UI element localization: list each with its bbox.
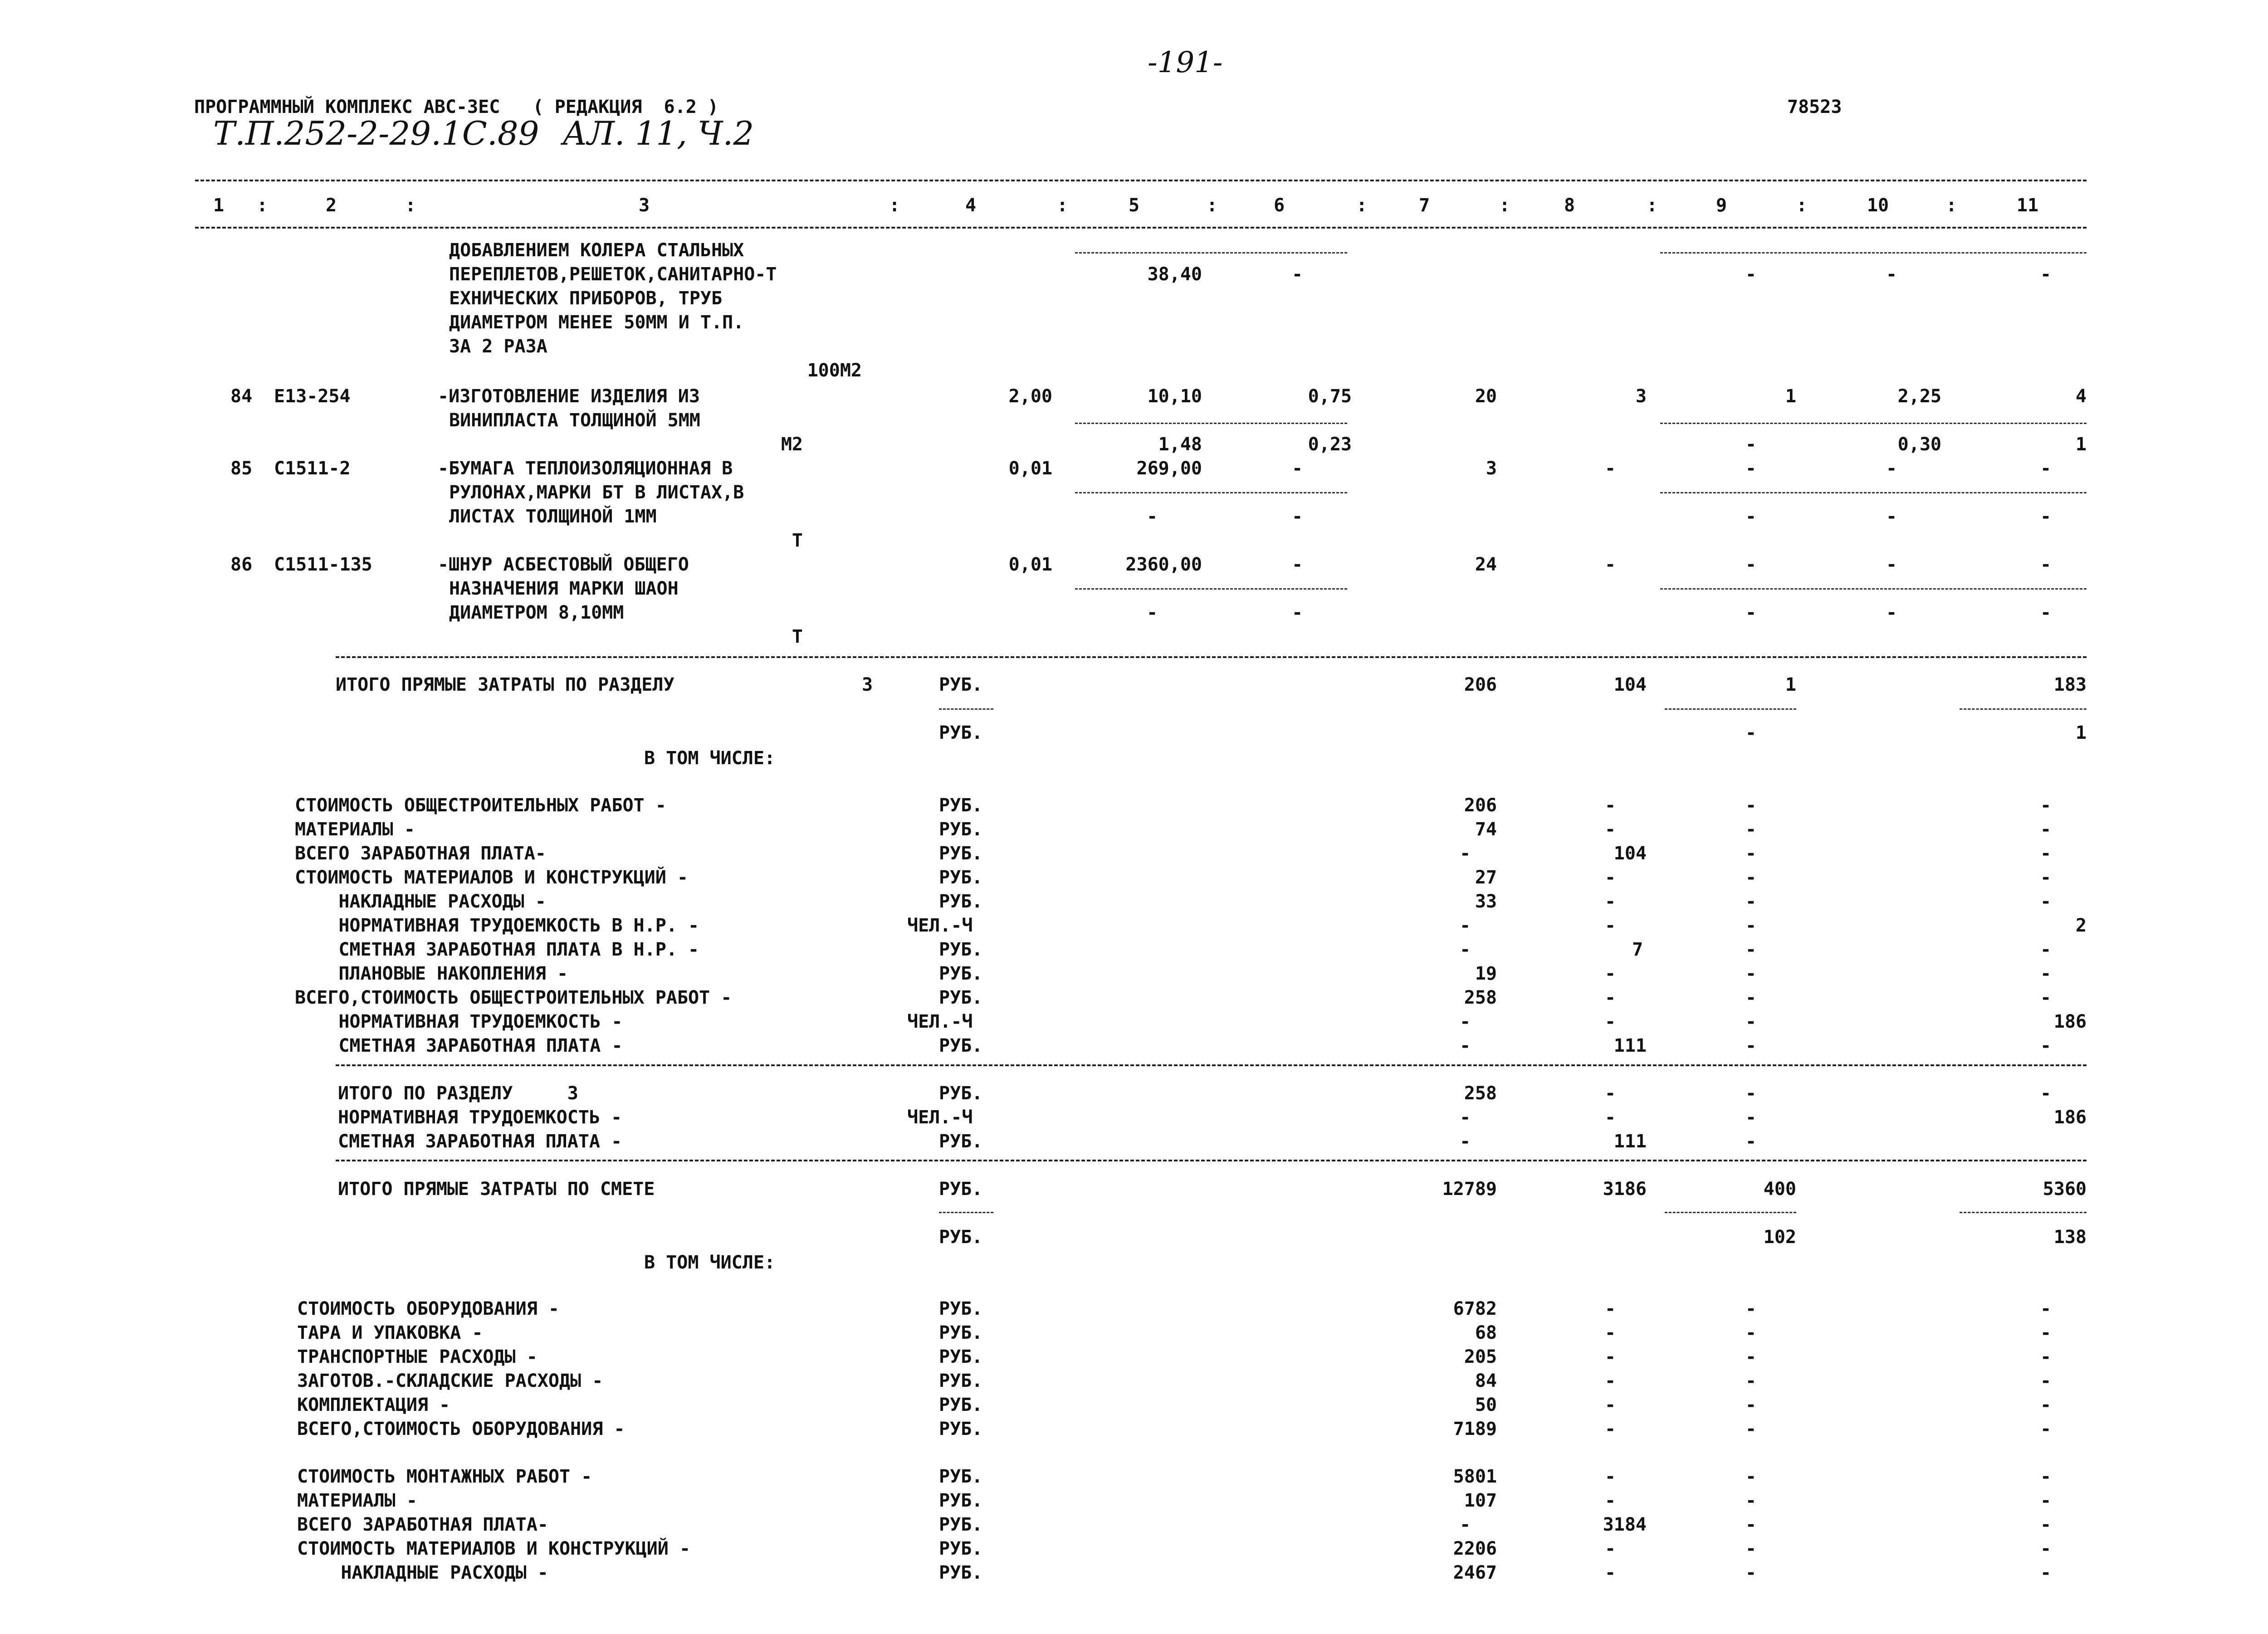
cell-col11: - — [2040, 867, 2052, 888]
cell-col7: 3 — [1486, 458, 1497, 479]
row-number: 84 — [230, 386, 253, 407]
cell-col8: - — [1604, 819, 1616, 840]
column-separator: : — [1057, 195, 1068, 216]
item-unit: РУБ. — [939, 795, 983, 816]
column-separator: : — [1946, 195, 1957, 216]
column-separator: : — [1796, 195, 1808, 216]
cell-col7: 2206 — [1453, 1538, 1497, 1559]
cell-col9: - — [1745, 1490, 1757, 1511]
cell-col9: 400 — [1763, 1179, 1796, 1200]
row-description: ЕХНИЧЕСКИХ ПРИБОРОВ, ТРУБ — [449, 288, 723, 309]
cell-col8: 3 — [1635, 386, 1647, 407]
cell-col8: 3184 — [1603, 1514, 1647, 1535]
item-unit: РУБ. — [939, 987, 983, 1008]
cell-col10: 2,25 — [1897, 386, 1941, 407]
row-unit: Т — [792, 530, 803, 551]
cell-col11: 186 — [2053, 1107, 2087, 1128]
cell-col8: - — [1604, 915, 1616, 936]
item-unit: РУБ. — [939, 1035, 983, 1056]
cell-col11: - — [2040, 1395, 2052, 1415]
item-unit: РУБ. — [939, 1490, 983, 1511]
cell-col7: 33 — [1475, 891, 1497, 912]
section-total-number: 3 — [862, 674, 873, 695]
page-number: -191- — [1148, 46, 1223, 79]
cell-col11: - — [2040, 1562, 2052, 1583]
item-label: МАТЕРИАЛЫ - — [297, 1490, 417, 1511]
cell-col7: - — [1459, 1514, 1471, 1535]
subtotal-rule — [1660, 423, 2087, 424]
column-separator: : — [1356, 195, 1368, 216]
summary-unit: РУБ. — [939, 1083, 983, 1104]
cell-col11: - — [2040, 819, 2052, 840]
column-separator: : — [1207, 195, 1218, 216]
cell-col8: - — [1604, 1466, 1616, 1487]
cell-col11: - — [2040, 939, 2052, 960]
row-description: ЗА 2 РАЗА — [449, 336, 547, 357]
cell-col9: - — [1745, 867, 1757, 888]
cell-col9: - — [1745, 1322, 1757, 1343]
cell-col9: - — [1745, 1083, 1757, 1104]
column-header: 2 — [325, 195, 337, 216]
cell-col8: - — [1604, 458, 1616, 479]
cell-col8: - — [1604, 1346, 1616, 1367]
cell-col11: - — [2040, 963, 2052, 984]
column-header: 7 — [1418, 195, 1430, 216]
summary-label: НОРМАТИВНАЯ ТРУДОЕМКОСТЬ - — [338, 1107, 622, 1128]
cell-col8: - — [1604, 1011, 1616, 1032]
cell-col11: - — [2040, 843, 2052, 864]
item-label: ВСЕГО,СТОИМОСТЬ ОБОРУДОВАНИЯ - — [297, 1419, 625, 1439]
cell-col7: 6782 — [1453, 1298, 1497, 1319]
item-label: СТОИМОСТЬ МОНТАЖНЫХ РАБОТ - — [297, 1466, 592, 1487]
cell-col11: - — [2040, 458, 2052, 479]
section-rule — [336, 656, 2087, 658]
cell-col11-sub: - — [2040, 506, 2052, 527]
cell-col7: 258 — [1464, 1083, 1497, 1104]
item-label: ТРАНСПОРТНЫЕ РАСХОДЫ - — [297, 1346, 538, 1367]
cell-col7: 27 — [1475, 867, 1497, 888]
cell-col7: 84 — [1475, 1371, 1497, 1391]
column-header: 8 — [1564, 195, 1575, 216]
item-unit: РУБ. — [939, 1466, 983, 1487]
row-unit: Т — [792, 626, 803, 647]
subtotal-rule — [1665, 1212, 1796, 1213]
cell-col8: - — [1604, 1395, 1616, 1415]
cell-col8: - — [1604, 963, 1616, 984]
cell-col7: - — [1459, 1035, 1471, 1056]
cell-col9: - — [1745, 987, 1757, 1008]
column-header: 6 — [1273, 195, 1285, 216]
cell-col8: 104 — [1613, 674, 1647, 695]
cell-col8: 3186 — [1603, 1179, 1647, 1200]
cell-col11: 4 — [2075, 386, 2087, 407]
item-unit: РУБ. — [939, 1395, 983, 1415]
cell-col4: 0,01 — [1008, 554, 1052, 575]
subtotal-rule — [939, 1212, 993, 1213]
column-separator: : — [257, 195, 268, 216]
subtotal-rule — [1660, 252, 2087, 254]
cell-col11: 2 — [2075, 915, 2087, 936]
row-number: 86 — [230, 554, 253, 575]
cell-col9: - — [1745, 891, 1757, 912]
cell-col6: - — [1291, 264, 1303, 285]
cell-col11: - — [2040, 1466, 2052, 1487]
item-unit: РУБ. — [939, 1346, 983, 1367]
item-label: НАКЛАДНЫЕ РАСХОДЫ - — [295, 891, 546, 912]
cell-col7: 68 — [1475, 1322, 1497, 1343]
row-description: РУЛОНАХ,МАРКИ БТ В ЛИСТАХ,В — [449, 482, 744, 503]
cell-col8: 111 — [1613, 1131, 1647, 1152]
cell-col9: - — [1745, 264, 1757, 285]
cell-col9-sub: 102 — [1763, 1227, 1796, 1248]
cell-col11: - — [2040, 1419, 2052, 1439]
summary-unit: ЧЕЛ.-Ч — [907, 1107, 973, 1128]
item-unit: РУБ. — [939, 1562, 983, 1583]
cell-col8: - — [1604, 554, 1616, 575]
column-header: 3 — [638, 195, 650, 216]
cell-col6: 0,75 — [1308, 386, 1352, 407]
section-rule — [336, 1160, 2087, 1161]
subtotal-rule — [1075, 492, 1347, 493]
estimate-total-unit-2: РУБ. — [939, 1227, 983, 1248]
cell-col6-sub: 0,23 — [1308, 434, 1352, 455]
row-number: 85 — [230, 458, 253, 479]
cell-col5-sub: 1,48 — [1158, 434, 1202, 455]
cell-col8: - — [1604, 1538, 1616, 1559]
item-unit: РУБ. — [939, 963, 983, 984]
cell-col11: 186 — [2053, 1011, 2087, 1032]
cell-col7: 20 — [1475, 386, 1497, 407]
column-header: 1 — [213, 195, 225, 216]
item-unit: РУБ. — [939, 939, 983, 960]
cell-col5: 10,10 — [1147, 386, 1202, 407]
cell-col11: - — [2040, 891, 2052, 912]
cell-col8: 7 — [1632, 939, 1643, 960]
doc-number: 78523 — [1787, 97, 1842, 117]
column-separator: : — [405, 195, 416, 216]
column-header: 10 — [1867, 195, 1889, 216]
item-unit: ЧЕЛ.-Ч — [907, 915, 973, 936]
item-unit: РУБ. — [939, 867, 983, 888]
cell-col11-sub: - — [2040, 602, 2052, 623]
item-label: ВСЕГО,СТОИМОСТЬ ОБЩЕСТРОИТЕЛЬНЫХ РАБОТ - — [295, 987, 732, 1008]
cell-col9: - — [1745, 1035, 1757, 1056]
item-label: ПЛАНОВЫЕ НАКОПЛЕНИЯ - — [295, 963, 568, 984]
including-label: В ТОМ ЧИСЛЕ: — [644, 748, 775, 769]
cell-col11: - — [2040, 1083, 2052, 1104]
cell-col9: - — [1745, 458, 1757, 479]
row-description: ПЕРЕПЛЕТОВ,РЕШЕТОК,САНИТАРНО-Т — [449, 264, 777, 285]
item-label: МАТЕРИАЛЫ - — [295, 819, 415, 840]
row-description: ДОБАВЛЕНИЕМ КОЛЕРА СТАЛЬНЫХ — [449, 240, 744, 261]
subtotal-rule — [1660, 492, 2087, 493]
column-header: 11 — [2016, 195, 2039, 216]
cell-col9: - — [1745, 1538, 1757, 1559]
item-label: ТАРА И УПАКОВКА - — [297, 1322, 483, 1343]
cell-col8: - — [1604, 1419, 1616, 1439]
item-unit: РУБ. — [939, 843, 983, 864]
subtotal-rule — [1075, 423, 1347, 424]
item-unit: РУБ. — [939, 891, 983, 912]
cell-col7: 7189 — [1453, 1419, 1497, 1439]
cell-col6-sub: - — [1291, 602, 1303, 623]
item-label: СТОИМОСТЬ ОБЩЕСТРОИТЕЛЬНЫХ РАБОТ - — [295, 795, 666, 816]
cell-col9: - — [1745, 1011, 1757, 1032]
cell-col9: - — [1745, 1371, 1757, 1391]
cell-col11-sub: 1 — [2075, 434, 2087, 455]
item-label: СМЕТНАЯ ЗАРАБОТНАЯ ПЛАТА - — [295, 1035, 623, 1056]
cell-col8: 111 — [1613, 1035, 1647, 1056]
cell-col6: - — [1291, 554, 1303, 575]
item-label: ВСЕГО ЗАРАБОТНАЯ ПЛАТА- — [297, 1514, 548, 1535]
cell-col9: - — [1745, 963, 1757, 984]
cell-col8: - — [1604, 1371, 1616, 1391]
cell-col8: - — [1604, 987, 1616, 1008]
estimate-total-unit: РУБ. — [939, 1179, 983, 1200]
cell-col7: - — [1459, 915, 1471, 936]
item-unit: РУБ. — [939, 1298, 983, 1319]
cell-col9: - — [1745, 819, 1757, 840]
row-description: -ИЗГОТОВЛЕНИЕ ИЗДЕЛИЯ ИЗ — [438, 386, 700, 407]
section-total-label: ИТОГО ПРЯМЫЕ ЗАТРАТЫ ПО РАЗДЕЛУ — [336, 674, 675, 695]
row-unit: 100М2 — [807, 360, 862, 381]
cell-col9: - — [1745, 1107, 1757, 1128]
item-label: НАКЛАДНЫЕ РАСХОДЫ - — [297, 1562, 548, 1583]
item-label: СТОИМОСТЬ МАТЕРИАЛОВ И КОНСТРУКЦИЙ - — [295, 867, 688, 888]
item-label: ВСЕГО ЗАРАБОТНАЯ ПЛАТА- — [295, 843, 546, 864]
cell-col8: - — [1604, 1298, 1616, 1319]
cell-col11: - — [2040, 1538, 2052, 1559]
cell-col9-sub: - — [1745, 506, 1757, 527]
row-unit: М2 — [781, 434, 803, 455]
cell-col10-sub: - — [1886, 602, 1897, 623]
section-total-unit-2: РУБ. — [939, 722, 983, 743]
cell-col11: - — [2040, 1322, 2052, 1343]
cell-col9: - — [1745, 915, 1757, 936]
cell-col4: 2,00 — [1008, 386, 1052, 407]
subtotal-rule — [939, 708, 993, 710]
item-unit: РУБ. — [939, 1538, 983, 1559]
cell-col9: - — [1745, 1466, 1757, 1487]
cell-col9: - — [1745, 1298, 1757, 1319]
cell-col11: 183 — [2053, 674, 2087, 695]
cell-col11: - — [2040, 264, 2052, 285]
cell-col10: - — [1886, 458, 1897, 479]
cell-col8: - — [1604, 1083, 1616, 1104]
cell-col7: 107 — [1464, 1490, 1497, 1511]
row-description: ВИНИПЛАСТА ТОЛЩИНОЙ 5ММ — [449, 410, 700, 431]
cell-col9: 1 — [1785, 674, 1796, 695]
cell-col8: - — [1604, 1490, 1616, 1511]
row-description: ДИАМЕТРОМ 8,10ММ — [449, 602, 624, 623]
subtotal-rule — [1075, 252, 1347, 254]
item-unit: РУБ. — [939, 1419, 983, 1439]
cell-col7: 205 — [1464, 1346, 1497, 1367]
cell-col11: - — [2040, 1035, 2052, 1056]
cell-col11: - — [2040, 987, 2052, 1008]
cell-col9: - — [1745, 1419, 1757, 1439]
cell-col11: - — [2040, 1298, 2052, 1319]
cell-col10-sub: - — [1886, 506, 1897, 527]
row-code: С1511-2 — [274, 458, 351, 479]
item-label: КОМПЛЕКТАЦИЯ - — [297, 1395, 450, 1415]
subtotal-rule — [1960, 708, 2087, 710]
cell-col7: 2467 — [1453, 1562, 1497, 1583]
subtotal-rule — [1075, 588, 1347, 590]
cell-col11: - — [2040, 554, 2052, 575]
row-description: НАЗНАЧЕНИЯ МАРКИ ШАОН — [449, 578, 679, 599]
cell-col5: 269,00 — [1136, 458, 1202, 479]
column-header: 5 — [1128, 195, 1140, 216]
summary-unit: РУБ. — [939, 1131, 983, 1152]
cell-col5: 2360,00 — [1125, 554, 1202, 575]
item-label: СМЕТНАЯ ЗАРАБОТНАЯ ПЛАТА В Н.Р. - — [295, 939, 699, 960]
column-header: 4 — [965, 195, 977, 216]
cell-col9: - — [1745, 843, 1757, 864]
cell-col8: 104 — [1613, 843, 1647, 864]
cell-col6-sub: - — [1291, 506, 1303, 527]
item-label: ЗАГОТОВ.-СКЛАДСКИЕ РАСХОДЫ - — [297, 1371, 603, 1391]
cell-col11: - — [2040, 1371, 2052, 1391]
subtotal-rule — [1665, 708, 1796, 710]
cell-col10: - — [1886, 554, 1897, 575]
item-unit: РУБ. — [939, 1322, 983, 1343]
cell-col5-sub: - — [1146, 602, 1158, 623]
row-code: С1511-135 — [274, 554, 372, 575]
cell-col8: - — [1604, 1107, 1616, 1128]
cell-col4: 0,01 — [1008, 458, 1052, 479]
column-separator: : — [1647, 195, 1658, 216]
cell-col10: - — [1886, 264, 1897, 285]
subtotal-rule — [1960, 1212, 2087, 1213]
cell-col8: - — [1604, 795, 1616, 816]
header-bottom-rule — [195, 227, 2087, 229]
cell-col8: - — [1604, 867, 1616, 888]
estimate-total-label: ИТОГО ПРЯМЫЕ ЗАТРАТЫ ПО СМЕТЕ — [338, 1179, 655, 1200]
cell-col8: - — [1604, 1562, 1616, 1583]
cell-col8: - — [1604, 1322, 1616, 1343]
row-description: -ШНУР АСБЕСТОВЫЙ ОБЩЕГО — [438, 554, 689, 575]
cell-col7: 50 — [1475, 1395, 1497, 1415]
cell-col7: 206 — [1464, 795, 1497, 816]
cell-col11: - — [2040, 795, 2052, 816]
subtotal-rule — [1660, 588, 2087, 590]
cell-col7: 74 — [1475, 819, 1497, 840]
cell-col9: - — [1745, 795, 1757, 816]
cell-col9-sub: - — [1745, 602, 1757, 623]
item-label: СТОИМОСТЬ ОБОРУДОВАНИЯ - — [297, 1298, 559, 1319]
cell-col9-sub: - — [1745, 434, 1757, 455]
program-title: ПРОГРАММНЫЙ КОМПЛЕКС АВС-3ЕС ( РЕДАКЦИЯ 6.2 ) — [194, 97, 719, 117]
cell-col9: - — [1745, 939, 1757, 960]
cell-col9: - — [1745, 1131, 1757, 1152]
cell-col8: - — [1604, 891, 1616, 912]
cell-col11-sub: 138 — [2053, 1227, 2087, 1248]
item-unit: РУБ. — [939, 1514, 983, 1535]
item-unit: РУБ. — [939, 1371, 983, 1391]
cell-col9: - — [1745, 1514, 1757, 1535]
row-description: ДИАМЕТРОМ МЕНЕЕ 50ММ И Т.П. — [449, 312, 744, 333]
cell-col10-sub: 0,30 — [1897, 434, 1941, 455]
cell-col7: - — [1459, 939, 1471, 960]
cell-col7: - — [1459, 1131, 1471, 1152]
cell-col9: - — [1745, 1562, 1757, 1583]
handwritten-ref-2: АЛ. 11, Ч.2 — [562, 114, 754, 152]
cell-col7: 206 — [1464, 674, 1497, 695]
cell-col11: 5360 — [2043, 1179, 2087, 1200]
item-label: НОРМАТИВНАЯ ТРУДОЕМКОСТЬ В Н.Р. - — [295, 915, 699, 936]
cell-col5-sub: - — [1146, 506, 1158, 527]
summary-label: ИТОГО ПО РАЗДЕЛУ 3 — [338, 1083, 578, 1104]
cell-col7: 19 — [1475, 963, 1497, 984]
cell-col7: 258 — [1464, 987, 1497, 1008]
cell-col9: - — [1745, 554, 1757, 575]
cell-col11: - — [2040, 1490, 2052, 1511]
section-total-unit: РУБ. — [939, 674, 983, 695]
cell-col7: - — [1459, 1107, 1471, 1128]
cell-col7: 24 — [1475, 554, 1497, 575]
cell-col9: 1 — [1785, 386, 1796, 407]
cell-col11-sub: 1 — [2075, 722, 2087, 743]
cell-col11: - — [2040, 1346, 2052, 1367]
column-header: 9 — [1716, 195, 1727, 216]
cell-col7: - — [1459, 843, 1471, 864]
cell-col7: 5801 — [1453, 1466, 1497, 1487]
row-description: ЛИСТАХ ТОЛЩИНОЙ 1ММ — [449, 506, 657, 527]
cell-col11: - — [2040, 1514, 2052, 1535]
row-code: Е13-254 — [274, 386, 351, 407]
including-label-2: В ТОМ ЧИСЛЕ: — [644, 1252, 775, 1273]
section-rule — [336, 1064, 2087, 1066]
item-unit: ЧЕЛ.-Ч — [907, 1011, 973, 1032]
table-top-rule — [195, 180, 2087, 181]
column-separator: : — [1499, 195, 1510, 216]
handwritten-ref: Т.П.252-2-29.1С.89 — [213, 114, 539, 152]
cell-col9: - — [1745, 1395, 1757, 1415]
cell-col9-sub: - — [1745, 722, 1757, 743]
summary-label: СМЕТНАЯ ЗАРАБОТНАЯ ПЛАТА - — [338, 1131, 622, 1152]
column-separator: : — [889, 195, 900, 216]
cell-col7: - — [1459, 1011, 1471, 1032]
item-label: НОРМАТИВНАЯ ТРУДОЕМКОСТЬ - — [295, 1011, 623, 1032]
item-label: СТОИМОСТЬ МАТЕРИАЛОВ И КОНСТРУКЦИЙ - — [297, 1538, 690, 1559]
cell-col5: 38,40 — [1147, 264, 1202, 285]
item-unit: РУБ. — [939, 819, 983, 840]
cell-col9: - — [1745, 1346, 1757, 1367]
cell-col6: - — [1291, 458, 1303, 479]
cell-col7: 12789 — [1442, 1179, 1497, 1200]
row-description: -БУМАГА ТЕПЛОИЗОЛЯЦИОННАЯ В — [438, 458, 733, 479]
